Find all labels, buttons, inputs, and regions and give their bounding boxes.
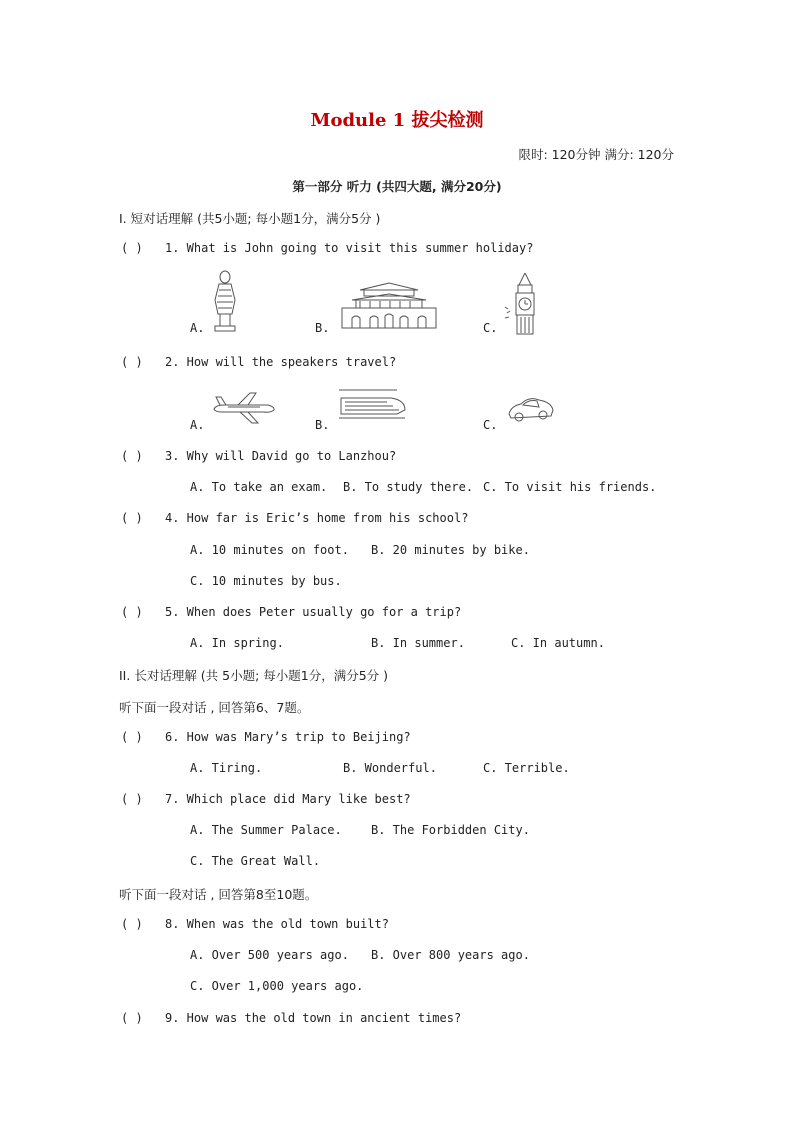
question-text: 7. Which place did Mary like best?	[165, 792, 411, 806]
question-8	[121, 917, 389, 931]
terracotta-warrior-icon	[210, 270, 240, 332]
time-limit: 限时: 120分钟 满分: 120分	[518, 147, 674, 162]
answer-blank[interactable]: ( )	[121, 241, 143, 255]
option-b: B. Over 800 years ago.	[371, 948, 530, 962]
big-ben-icon	[503, 273, 539, 335]
option-a-label: A.	[190, 321, 205, 335]
question-6	[121, 730, 411, 744]
answer-blank[interactable]: ( )	[121, 355, 143, 369]
option-c: C. 10 minutes by bus.	[190, 574, 342, 588]
section-2-heading: II. 长对话理解 (共 5小题; 每小题1分，满分5分 )	[119, 668, 389, 683]
option-b: B. 20 minutes by bike.	[371, 543, 530, 557]
option-a: A. Over 500 years ago.	[190, 948, 349, 962]
option-a: A. The Summer Palace.	[190, 823, 342, 837]
high-speed-train-icon	[337, 386, 407, 420]
question-9	[121, 1011, 461, 1025]
question-2	[121, 355, 396, 369]
question-7	[121, 792, 411, 806]
option-c-label: C.	[483, 321, 498, 335]
question-text: 8. When was the old town built?	[165, 917, 389, 931]
question-text: 9. How was the old town in ancient times?	[165, 1011, 462, 1025]
option-c: C. Terrible.	[483, 761, 570, 775]
question-4	[121, 511, 468, 525]
part-heading: 第一部分 听力 (共四大题, 满分20分)	[292, 179, 502, 194]
answer-blank[interactable]: ( )	[121, 917, 143, 931]
answer-blank[interactable]: ( )	[121, 1011, 143, 1025]
option-c: C. To visit his friends.	[483, 480, 657, 494]
answer-blank[interactable]: ( )	[121, 449, 143, 463]
question-5	[121, 605, 461, 619]
question-text: 4. How far is Eric’s home from his school?	[165, 511, 469, 525]
question-text: 6. How was Mary’s trip to Beijing?	[165, 730, 411, 744]
option-c-label: C.	[483, 418, 498, 432]
option-c: C. In autumn.	[511, 636, 605, 650]
option-a: A. 10 minutes on foot.	[190, 543, 349, 557]
option-b-label: B.	[315, 418, 330, 432]
question-text: 2. How will the speakers travel?	[165, 355, 397, 369]
question-1	[121, 241, 533, 255]
option-a: A. Tiring.	[190, 761, 263, 775]
question-text: 5. When does Peter usually go for a trip?	[165, 605, 462, 619]
option-c: C. Over 1,000 years ago.	[190, 979, 364, 993]
option-b: B. The Forbidden City.	[371, 823, 530, 837]
option-b: B. In summer.	[371, 636, 465, 650]
answer-blank[interactable]: ( )	[121, 730, 143, 744]
question-text: 1. What is John going to visit this summer holiday?	[165, 241, 534, 255]
instruction-6-7: 听下面一段对话 , 回答第6、7题。	[119, 700, 310, 715]
answer-blank[interactable]: ( )	[121, 792, 143, 806]
question-3	[121, 449, 396, 463]
question-text: 3. Why will David go to Lanzhou?	[165, 449, 397, 463]
car-icon	[505, 396, 555, 424]
airplane-icon	[212, 391, 276, 425]
option-a-label: A.	[190, 418, 205, 432]
section-1-heading: I. 短对话理解 (共5小题; 每小题1分，满分5分 )	[119, 211, 381, 226]
option-b-label: B.	[315, 321, 330, 335]
answer-blank[interactable]: ( )	[121, 511, 143, 525]
tiananmen-gate-icon	[340, 282, 438, 330]
option-b: B. Wonderful.	[343, 761, 437, 775]
option-b: B. To study there.	[343, 480, 474, 494]
answer-blank[interactable]: ( )	[121, 605, 143, 619]
option-c: C. The Great Wall.	[190, 854, 321, 868]
option-a: A. To take an exam.	[190, 480, 328, 494]
instruction-8-10: 听下面一段对话 , 回答第8至10题。	[119, 887, 318, 902]
page-title: Module 1 拔尖检测	[310, 110, 484, 131]
option-a: A. In spring.	[190, 636, 284, 650]
